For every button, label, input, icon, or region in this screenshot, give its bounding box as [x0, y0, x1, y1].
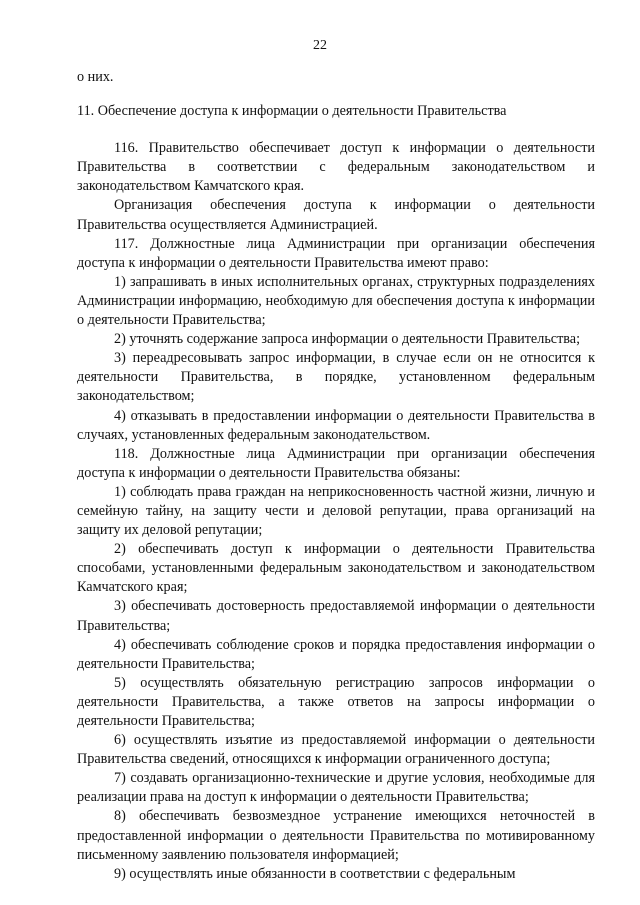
page-number: 22: [313, 38, 327, 53]
paragraph-118-item-1: 1) соблюдать права граждан на неприкосновенность частной жизни, личную и семейную тайну, на защиту чести и деловой репутации, права организаций на защиту их деловой репутации;: [77, 483, 595, 539]
paragraph-118-item-9: 9) осуществлять иные обязанности в соответствии с федеральным: [114, 865, 516, 882]
document-body: [77, 68, 595, 884]
paragraph-118-item-3: 3) обеспечивать достоверность предоставляемой информации о деятельности Правительства;: [77, 598, 595, 634]
section-heading: 11. Обеспечение доступа к информации о деятельности Правительства: [77, 103, 507, 120]
paragraph-117-item-4: 4) отказывать в предоставлении информации о деятельности Правительства в случаях, установленных федеральным законодательством.: [77, 407, 595, 443]
paragraph-118-item-5: 5) осуществлять обязательную регистрацию запросов информации о деятельности Правительства, а также ответов на запросы информации о деятельности Правительства;: [77, 674, 595, 729]
paragraph-118-item-6: 6) осуществлять изъятие из предоставляемой информации о деятельности Правительства сведений, относящихся к информации ограниченного доступа;: [77, 732, 595, 768]
paragraph-118-item-2: 2) обеспечивать доступ к информации о деятельности Правительства способами, установленными федеральным законодательством и законодательством Камчатского края;: [77, 541, 595, 596]
continuation-text: о них.: [77, 69, 114, 85]
paragraph-118-item-4: 4) обеспечивать соблюдение сроков и порядка предоставления информации о деятельности Правительства;: [77, 636, 595, 672]
paragraph-117-item-1: 1) запрашивать в иных исполнительных органах, структурных подразделениях Администрации информацию, необходимую для обеспечения доступа к информации о деятельности Правительства;: [77, 273, 595, 329]
paragraph-118-item-7: 7) создавать организационно-технические и другие условия, необходимые для реализации права на доступ к информации о деятельности Правительства;: [77, 770, 595, 806]
paragraph-116: 116. Правительство обеспечивает доступ к информации о деятельности Правительства в соответствии с федеральным законодательством и законодательством Камчатского края.: [77, 140, 595, 195]
paragraph-118-item-8: 8) обеспечивать безвозмездное устранение имеющихся неточностей в предоставленной информации о деятельности Правительства по мотивированному письменному заявлению пользователя информацией;: [77, 808, 595, 863]
paragraph-117-item-2: 2) уточнять содержание запроса информации о деятельности Правительства;: [114, 331, 581, 348]
paragraph-117-item-3: 3) переадресовывать запрос информации, в случае если он не относится к деятельности Правительства, в порядке, установленном федеральным законодательством;: [77, 350, 595, 405]
paragraph-117: 117. Должностные лица Администрации при организации обеспечения доступа к информации о деятельности Правительства имеют право:: [77, 235, 595, 271]
paragraph-118: 118. Должностные лица Администрации при организации обеспечения доступа к информации о деятельности Правительства обязаны:: [77, 445, 595, 481]
paragraph-116-organization: Организация обеспечения доступа к информации о деятельности Правительства осуществляется Администрацией.: [77, 197, 595, 233]
